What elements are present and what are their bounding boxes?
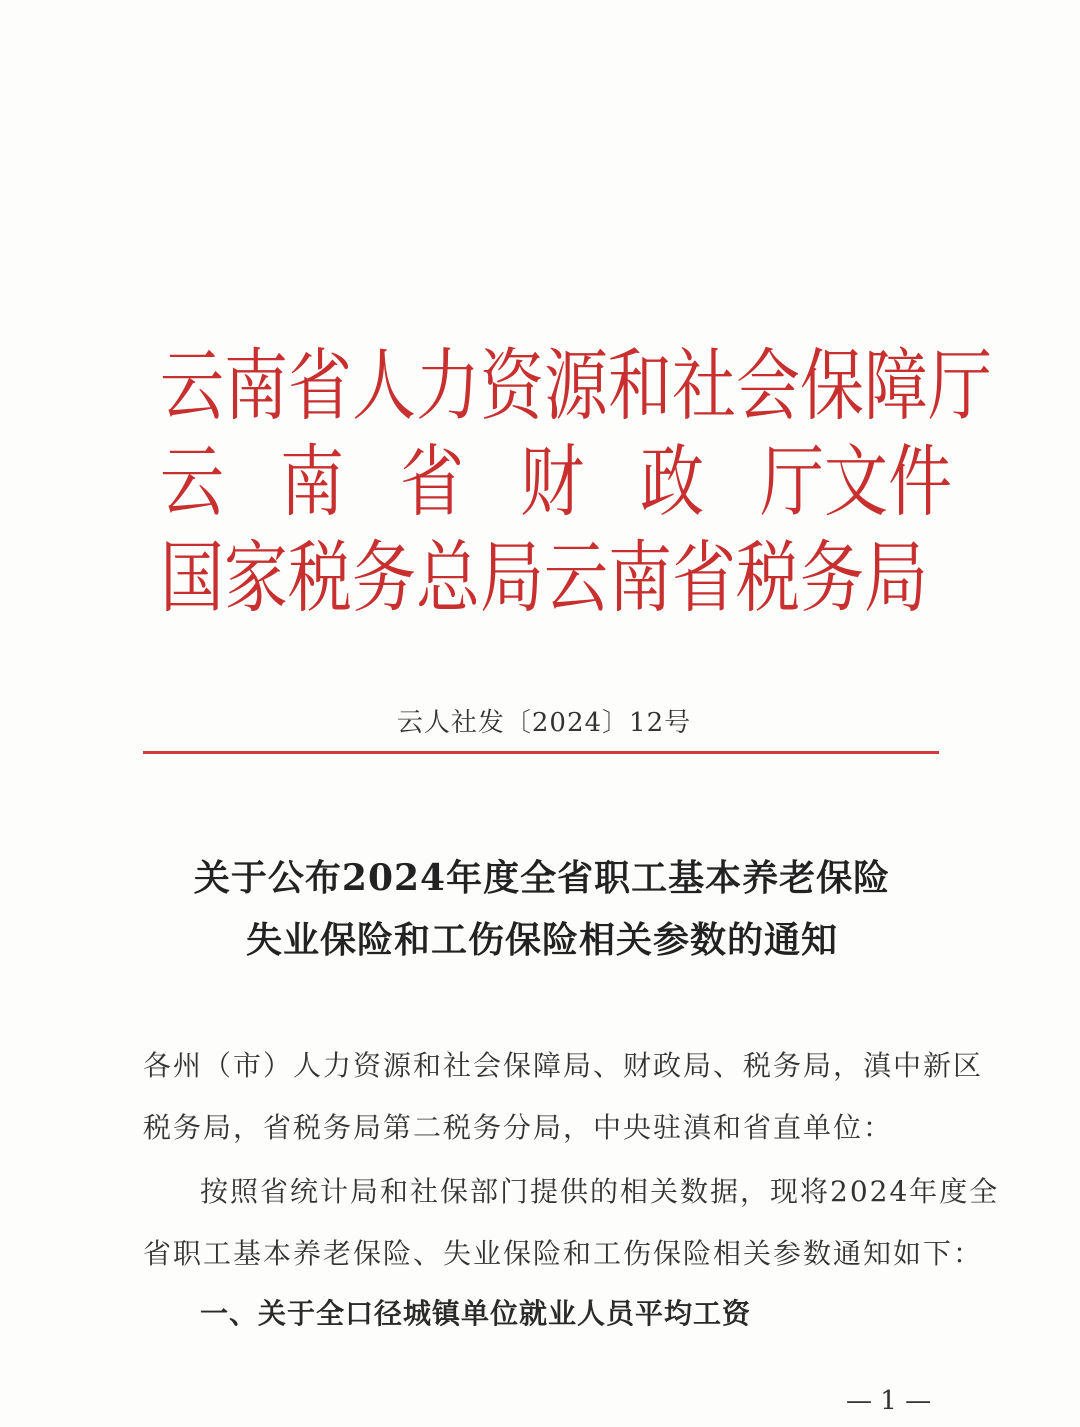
- masthead-char: 政: [640, 437, 704, 528]
- recipients-line-1: 各州（市）人力资源和社会保障局、财政局、税务局，滇中新区: [143, 1049, 984, 1082]
- recipients-line-2: 税务局，省税务局第二税务分局，中央驻滇和省直单位：: [143, 1111, 894, 1144]
- masthead-issuer-finance: [160, 434, 952, 532]
- masthead-issuer-hrss: 云南省人力资源和社会保障厅: [160, 341, 992, 432]
- document-title-line-1: 关于公布2024年度全省职工基本养老保险: [193, 857, 891, 899]
- masthead-char: 南: [280, 437, 344, 528]
- masthead-char: 财: [520, 437, 584, 528]
- masthead-char-file: 厅文件: [760, 437, 952, 528]
- document-number: 云人社发〔2024〕12号: [396, 708, 692, 738]
- section-1-heading: 一、关于全口径城镇单位就业人员平均工资: [200, 1297, 752, 1330]
- masthead-issuer-tax: 国家税务总局云南省税务局: [160, 533, 928, 624]
- red-separator-rule: [143, 751, 939, 754]
- document-title-line-2: 失业保险和工伤保险相关参数的通知: [245, 919, 838, 961]
- masthead-char: 省: [400, 437, 464, 528]
- paragraph-1-line-2: 省职工基本养老保险、失业保险和工伤保险相关参数通知如下：: [143, 1237, 984, 1270]
- paragraph-1-line-1: 按照省统计局和社保部门提供的相关数据，现将2024年度全: [200, 1175, 1000, 1208]
- page-number: — 1 —: [846, 1386, 932, 1416]
- masthead-char: 云: [160, 437, 224, 528]
